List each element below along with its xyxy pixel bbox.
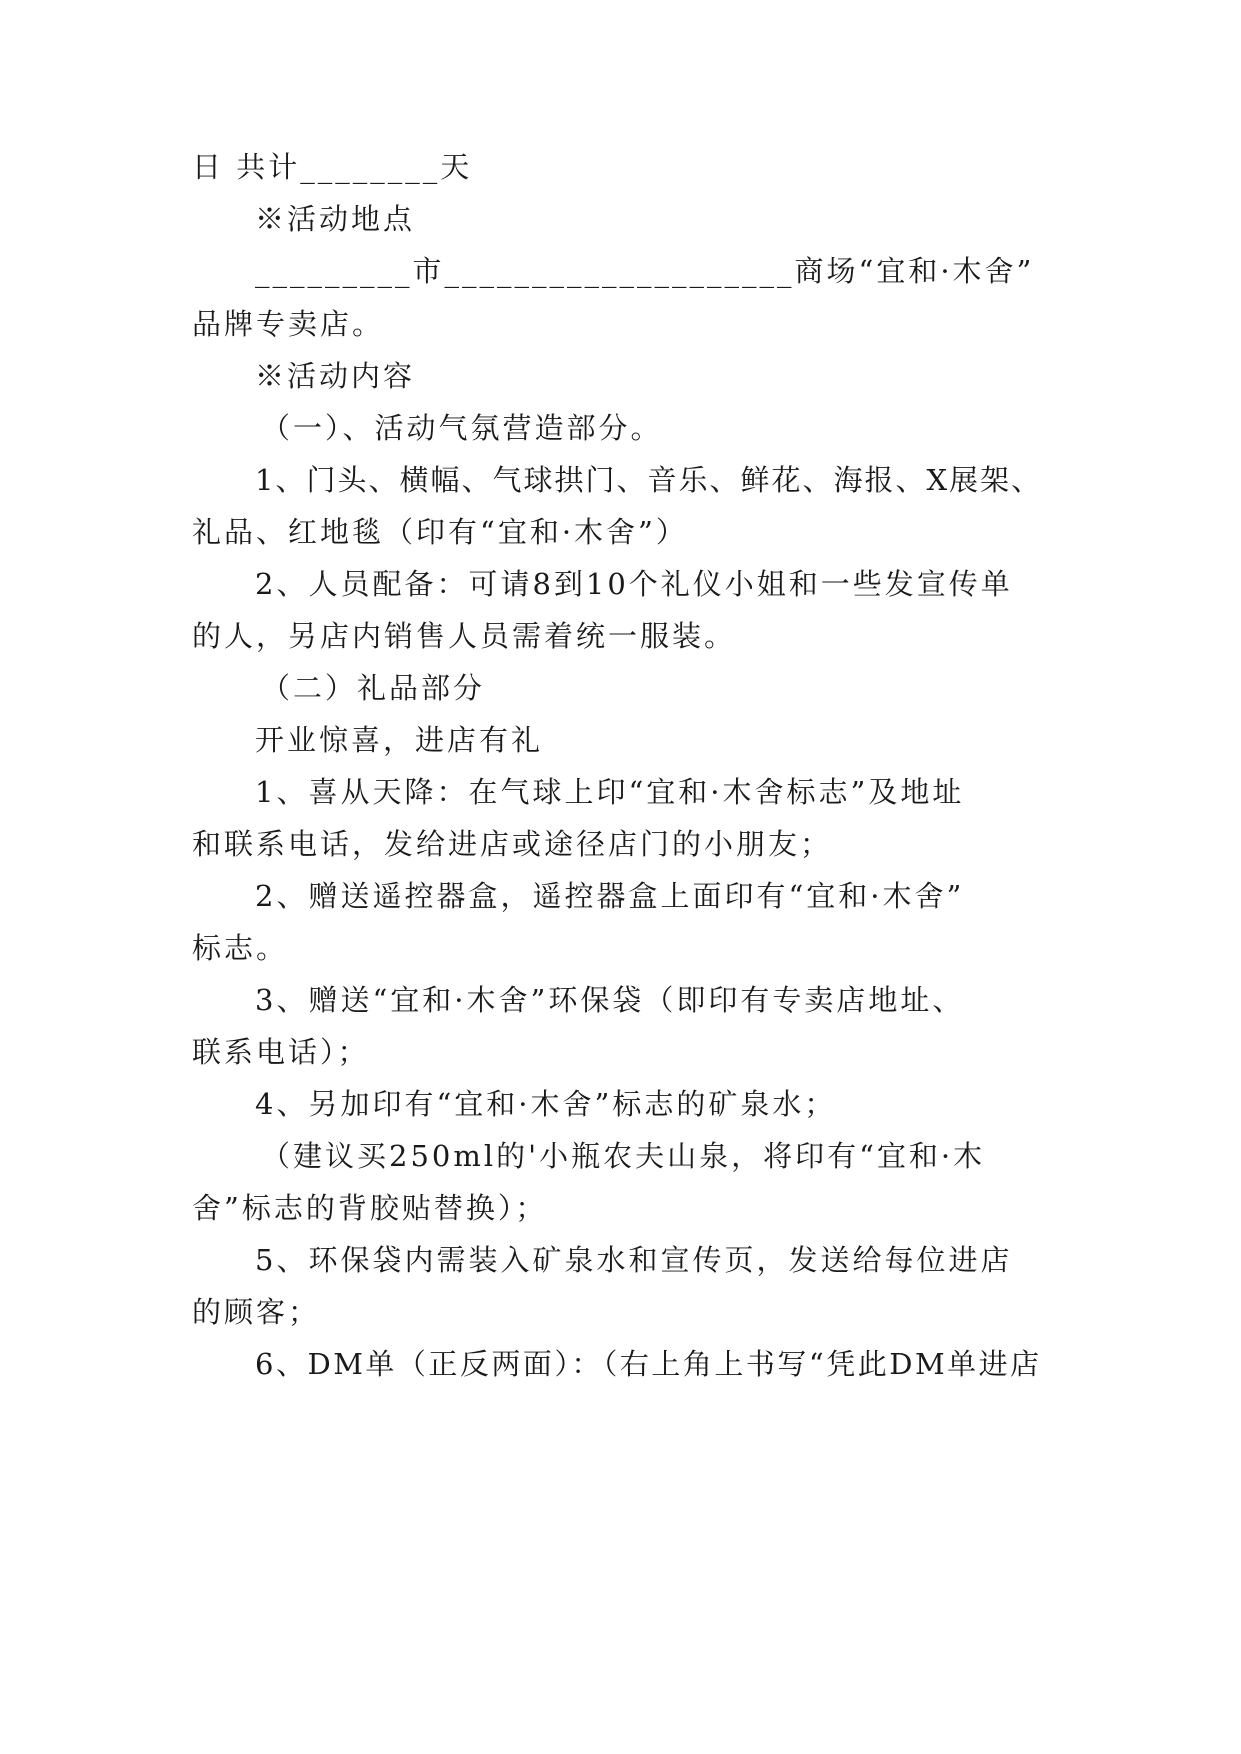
text-line: 2、赠送遥控器盒，遥控器盒上面印有“宜和·木舍” [255, 879, 965, 913]
text-line: 3、赠送“宜和·木舍”环保袋（即印有专卖店地址、 [255, 983, 965, 1017]
section-heading-location: ※活动地点 [255, 202, 416, 236]
text-line: 5、环保袋内需装入矿泉水和宣传页，发送给每位进店 [255, 1243, 1013, 1277]
subsection-heading: （二）礼品部分 [261, 671, 486, 705]
text-line: 和联系电话，发给进店或途径店门的小朋友； [192, 827, 833, 861]
text-line: 1、门头、横幅、气球拱门、音乐、鲜花、海报、X展架、 [255, 463, 1043, 497]
text-line: 品牌专卖店。 [192, 307, 385, 341]
text-line: 1、喜从天降：在气球上印“宜和·木舍标志”及地址 [255, 775, 965, 809]
subsection-heading: （一）、活动气氛营造部分。 [261, 411, 663, 445]
text-line: 的顾客； [192, 1295, 321, 1329]
text-line: 标志。 [192, 931, 289, 965]
text-line: 日 共计________天 [192, 150, 473, 184]
text-line: 礼品、红地毯（印有“宜和·木舍”） [192, 515, 688, 549]
text-line: 2、人员配备：可请8到10个礼仪小姐和一些发宣传单 [255, 567, 1013, 601]
text-line: _________市____________________商场“宜和·木舍” [255, 254, 1035, 288]
text-line: 舍”标志的背胶贴替换）； [192, 1191, 548, 1225]
section-heading-content: ※活动内容 [255, 359, 416, 393]
text-line: 6、DM单（正反两面）：（右上角上书写“凭此DM单进店 [255, 1347, 1042, 1381]
text-line: 开业惊喜，进店有礼 [255, 723, 544, 757]
text-line: 联系电话）； [192, 1035, 370, 1069]
text-line: 的人，另店内销售人员需着统一服装。 [192, 619, 737, 653]
text-line: 4、另加印有“宜和·木舍”标志的矿泉水； [255, 1087, 837, 1121]
text-line: （建议买250ml的'小瓶农夫山泉，将印有“宜和·木 [261, 1139, 986, 1173]
